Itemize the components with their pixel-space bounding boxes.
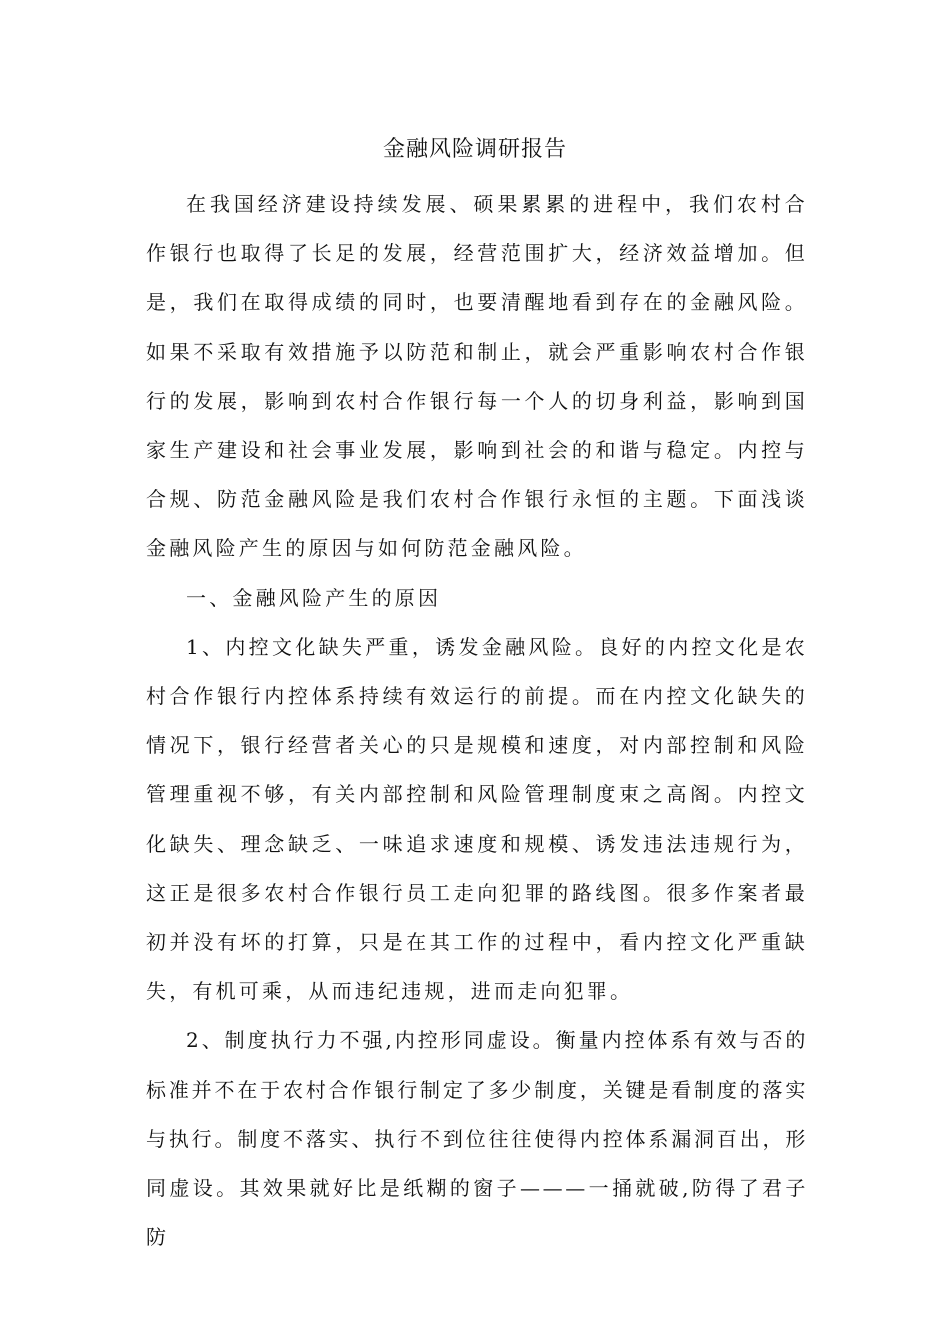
document-body bbox=[146, 180, 808, 1262]
paragraph-cause-1: 1、内控文化缺失严重，诱发金融风险。良好的内控文化是农村合作银行内控体系持续有效运行的前提。而在内控文化缺失的情况下，银行经营者关心的只是规模和速度，对内部控制和风险管理重视不够，有关内部控制和风险管理制度束之高阁。内控文化缺失、理念缺乏、一味追求速度和规模、诱发违法违规行为，这正是很多农村合作银行员工走向犯罪的路线图。很多作案者最初并没有坏的打算，只是在其工作的过程中，看内控文化严重缺失，有机可乘，从而违纪违规，进而走向犯罪。 bbox=[146, 634, 808, 1004]
document-title: 金融风险调研报告 bbox=[382, 137, 567, 162]
paragraph-cause-2: 2、制度执行力不强,内控形同虚设。衡量内控体系有效与否的标准并不在于农村合作银行制定了多少制度，关键是看制度的落实与执行。制度不落实、执行不到位往往使得内控体系漏洞百出，形同虚设。其效果就好比是纸糊的窗子———一捅就破,防得了君子防 bbox=[146, 1028, 808, 1250]
section-heading-causes: 一、金融风险产生的原因 bbox=[186, 585, 442, 610]
paragraph-intro: 在我国经济建设持续发展、硕果累累的进程中，我们农村合作银行也取得了长足的发展，经营范围扩大，经济效益增加。但是，我们在取得成绩的同时，也要清醒地看到存在的金融风险。如果不采取有效措施予以防范和制止，就会严重影响农村合作银行的发展，影响到农村合作银行每一个人的切身利益，影响到国家生产建设和社会事业发展，影响到社会的和谐与稳定。内控与合规、防范金融风险是我们农村合作银行永恒的主题。下面浅谈金融风险产生的原因与如何防范金融风险。 bbox=[146, 192, 808, 561]
